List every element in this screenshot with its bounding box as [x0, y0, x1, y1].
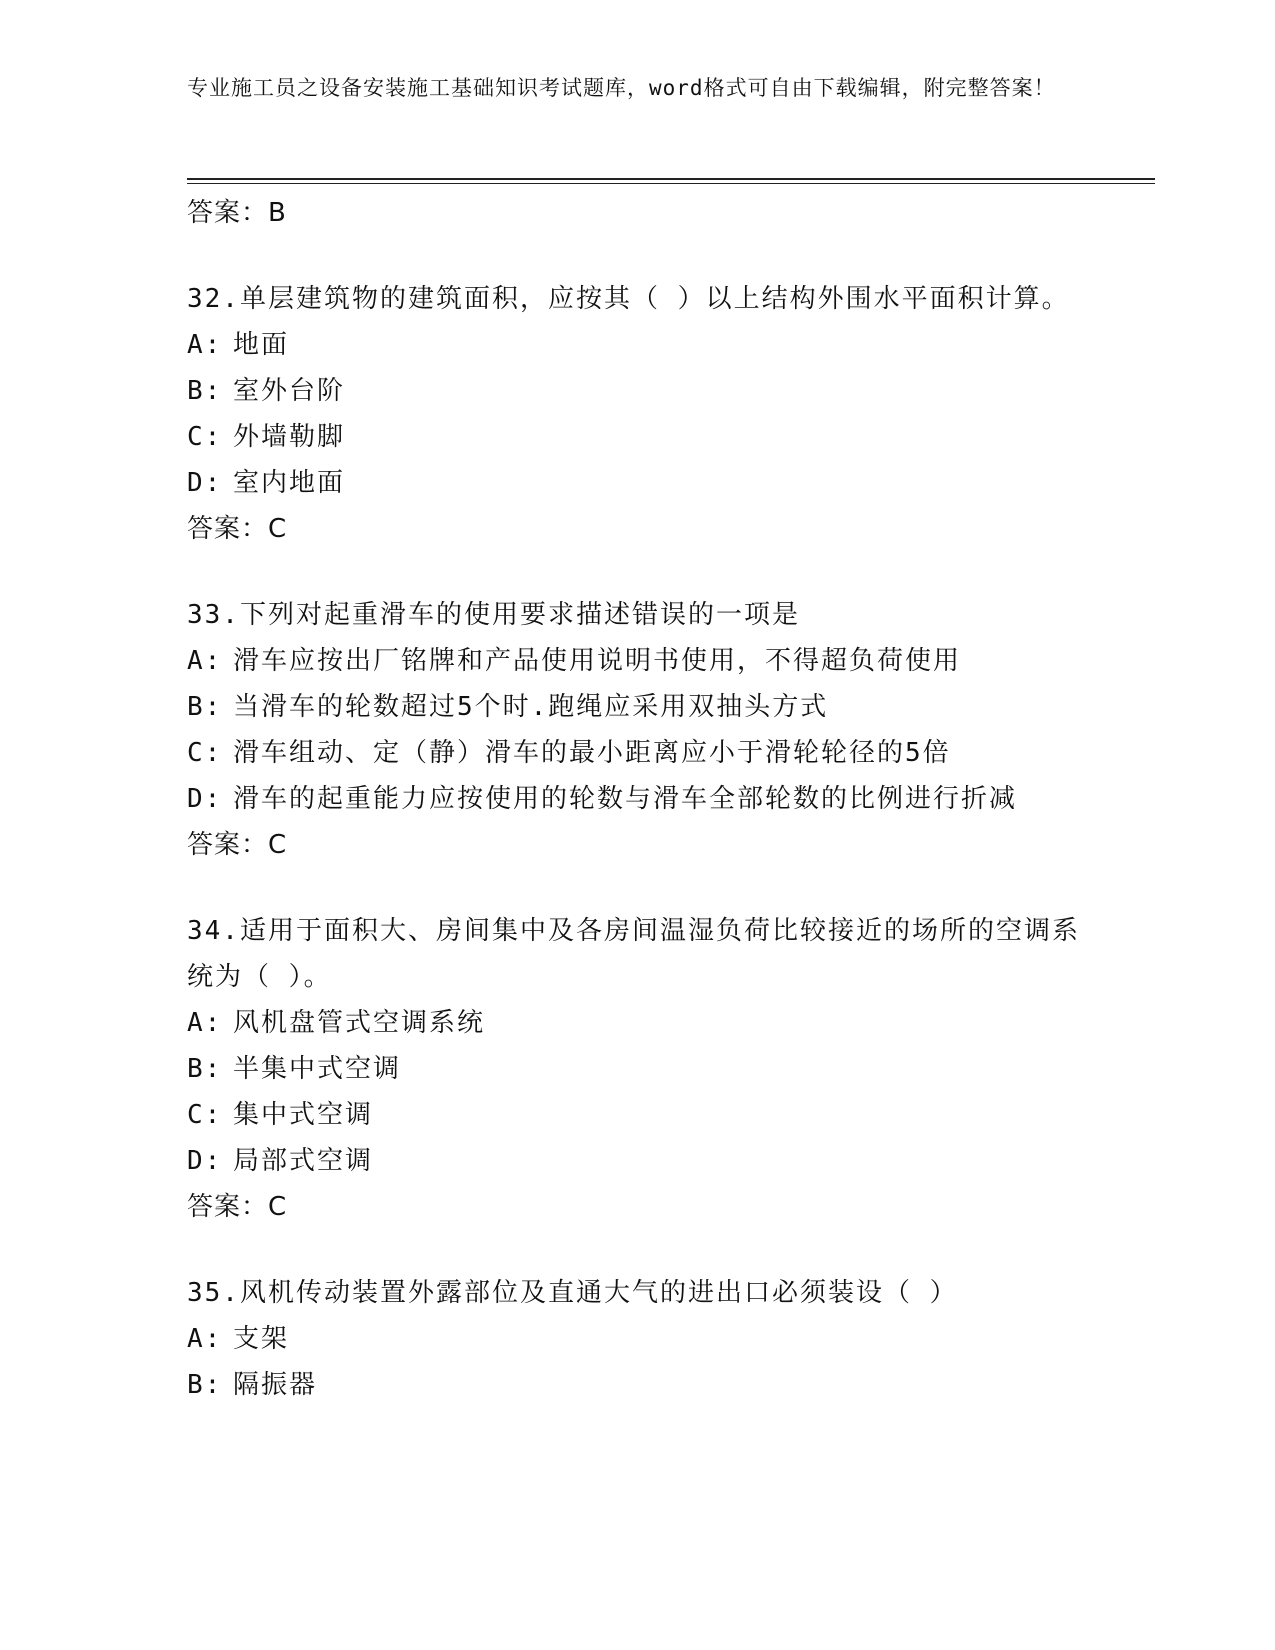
previous-answer: 答案：B [187, 198, 287, 228]
header-divider-thick [187, 178, 1155, 180]
option-d [187, 776, 1087, 822]
option-d [187, 1138, 1087, 1184]
option-key: A: [187, 646, 223, 676]
option-key: B: [187, 1054, 223, 1084]
option-key: C: [187, 1100, 223, 1130]
option-b [187, 1046, 1087, 1092]
option-b [187, 684, 1087, 730]
question-list [187, 190, 1087, 1408]
question-stem: 35.风机传动装置外露部位及直通大气的进出口必须装设（ ） [187, 1278, 958, 1308]
question-35 [187, 1270, 1087, 1408]
answer-line: 答案：C [187, 514, 288, 544]
option-text: 外墙勒脚 [233, 422, 346, 452]
header-divider-thin [187, 183, 1155, 184]
option-key: C: [187, 422, 223, 452]
answer-line: 答案：C [187, 1192, 288, 1222]
option-a [187, 638, 1087, 684]
option-key: A: [187, 1008, 223, 1038]
document-header: 专业施工员之设备安装施工基础知识考试题库，word格式可自由下载编辑，附完整答案！ [187, 76, 1056, 100]
option-b [187, 368, 1087, 414]
option-b [187, 1362, 1087, 1408]
option-c [187, 414, 1087, 460]
option-key: B: [187, 376, 223, 406]
option-text: 滑车应按出厂铭牌和产品使用说明书使用，不得超负荷使用 [233, 646, 962, 676]
option-text: 支架 [233, 1324, 290, 1354]
option-a [187, 1000, 1087, 1046]
option-c [187, 1092, 1087, 1138]
option-text: 半集中式空调 [233, 1054, 402, 1084]
option-text: 滑车组动、定（静）滑车的最小距离应小于滑轮轮径的5倍 [233, 738, 951, 768]
option-d [187, 460, 1087, 506]
question-33 [187, 592, 1087, 868]
question-32 [187, 276, 1087, 552]
option-key: C: [187, 738, 223, 768]
option-key: D: [187, 468, 223, 498]
option-text: 风机盘管式空调系统 [233, 1008, 486, 1038]
option-text: 室外台阶 [233, 376, 346, 406]
question-stem: 34.适用于面积大、房间集中及各房间温湿负荷比较接近的场所的空调系统为（ ）。 [187, 916, 1080, 992]
option-text: 局部式空调 [233, 1146, 374, 1176]
option-key: D: [187, 1146, 223, 1176]
option-text: 地面 [233, 330, 290, 360]
option-text: 当滑车的轮数超过5个时.跑绳应采用双抽头方式 [233, 692, 829, 722]
question-34 [187, 908, 1087, 1230]
option-text: 滑车的起重能力应按使用的轮数与滑车全部轮数的比例进行折减 [233, 784, 1018, 814]
option-a [187, 322, 1087, 368]
option-key: A: [187, 330, 223, 360]
option-text: 室内地面 [233, 468, 346, 498]
answer-line: 答案：C [187, 830, 288, 860]
option-text: 集中式空调 [233, 1100, 374, 1130]
option-key: D: [187, 784, 223, 814]
question-stem: 33.下列对起重滑车的使用要求描述错误的一项是 [187, 600, 800, 630]
option-key: B: [187, 1370, 223, 1400]
option-c [187, 730, 1087, 776]
question-stem: 32.单层建筑物的建筑面积，应按其（ ）以上结构外围水平面积计算。 [187, 284, 1070, 314]
option-key: B: [187, 692, 223, 722]
option-text: 隔振器 [233, 1370, 318, 1400]
option-key: A: [187, 1324, 223, 1354]
option-a [187, 1316, 1087, 1362]
